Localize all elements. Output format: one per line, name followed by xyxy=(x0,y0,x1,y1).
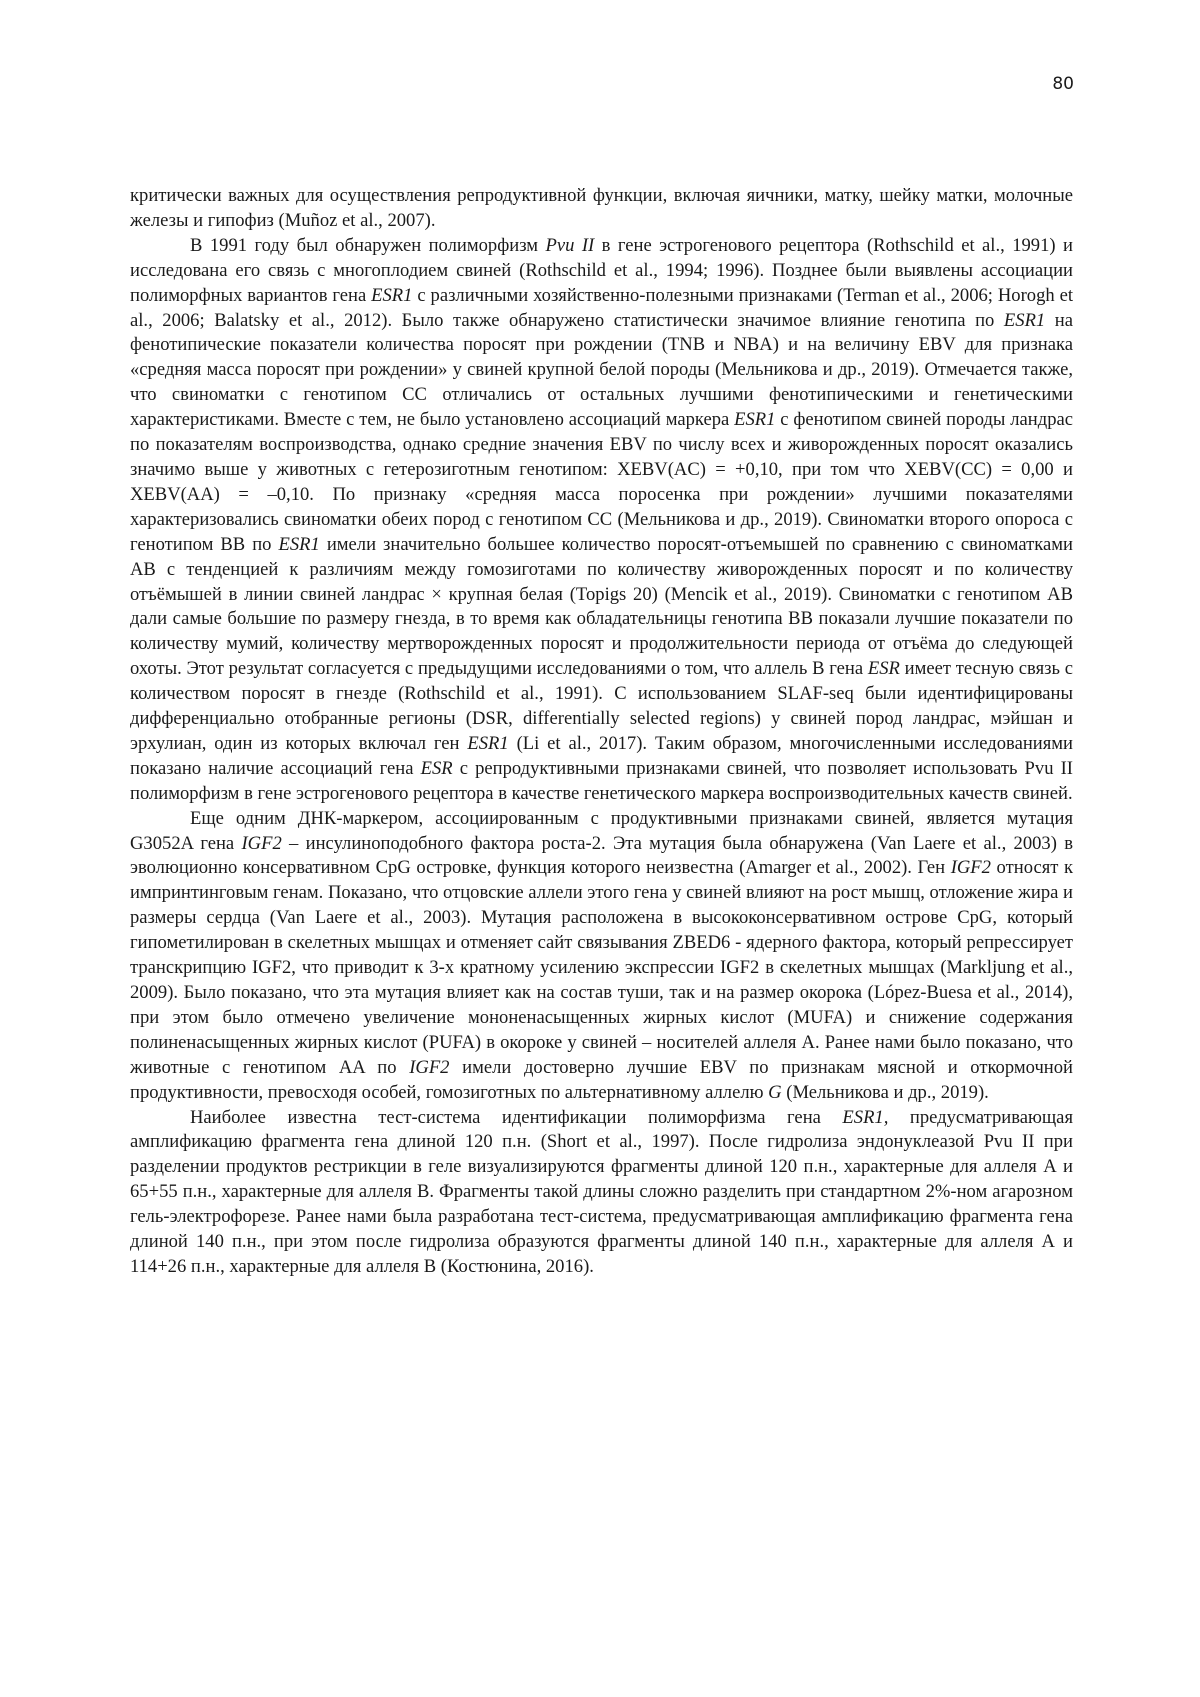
text-run: с фенотипом свиней породы ландрас по показателям воспроизводства, однако средние значения EBV по числу всех и живорожденных поросят оказались значимо выше у животных с гетерозиготным генотипом: XEBV(AC) = +0,10, при том что XEBV(CC) = 0,00 и XEBV(AA) = –0,10. По признаку «средняя масса поросенка при рождении» лучшими показателями характеризовались свиноматки обеих пород с генотипом СС (Мельникова и др., 2019). Свиноматки второго опороса с генотипом BB по xyxy=(130,409,1073,555)
paragraph xyxy=(130,234,1073,807)
italic-term: ESR1, xyxy=(842,1106,889,1128)
italic-term: ESR xyxy=(420,757,453,779)
paragraph xyxy=(130,1106,1073,1280)
paragraph xyxy=(130,184,1073,234)
italic-term: ESR1 xyxy=(371,284,413,306)
text-run: (Li et al., 2017). Таким образом, многочисленными исследованиями показано наличие ассоциаций гена xyxy=(130,732,1073,779)
page-number: 80 xyxy=(1052,74,1074,94)
text-run: имели значительно большее количество поросят-отъемышей по сравнению с свиноматками AB с тенденцией к различиям между гомозиготами по количеству живорожденных поросят и по количеству отъёмышей в линии свиней ландрас × крупная белая (Topigs 20) (Mencik et al., 2019). Свиноматки с генотипом AB дали самые большие по размеру гнезда, в то время как обладательницы генотипа BB показали лучшие показатели по количеству мумий, количеству мертворожденных поросят и продолжительности периода от отъёма до следующей охоты. Этот результат согласуется с предыдущими исследованиями о том, что аллель B гена xyxy=(130,533,1073,680)
text-run: – инсулиноподобного фактора роста-2. Эта мутация была обнаружена (Van Laere et al., 2003) в эволюционно консервативном CpG островке, функция которого неизвестна (Amarger et al., 2002). Ген xyxy=(130,832,1073,879)
text-run: предусматривающая амплификацию фрагмента гена длиной 120 п.н. (Short et al., 1997). После гидролиза эндонуклеазой Pvu II при разделении продуктов рестрикции в геле визуализируются фрагменты длиной 120 п.н., характерные для аллеля А и 65+55 п.н., характерные для аллеля В. Фрагменты такой длины сложно разделить при стандартном 2%-ном агарозном гель-электрофорезе. Ранее нами была разработана тест-система, предусматривающая амплификацию фрагмента гена длиной 140 п.н., при этом после гидролиза образуются фрагменты длиной 140 п.н., характерные для аллеля А и 114+26 п.н., характерные для аллеля В (Костюнина, 2016). xyxy=(130,1106,1073,1277)
italic-term: IGF2 xyxy=(950,857,991,879)
text-run: с различными хозяйственно-полезными признаками (Terman et al., 2006; Horogh et al., 2006; Balatsky et al., 2012). Было также обнаружено статистически значимое влияние генотипа по xyxy=(130,284,1074,331)
text-run: относят к импринтинговым генам. Показано, что отцовские аллели этого гена у свиней влияют на рост мышц, отложение жира и размеры сердца (Van Laere et al., 2003). Мутация расположена в высококонсервативном острове CpG, который гипометилирован в скелетных мышцах и отменяет сайт связывания ZBED6 - ядерного фактора, который репрессирует транскрипцию IGF2, что приводит к 3-х кратному усилению экспрессии IGF2 в скелетных мышцах (Markljung et al., 2009). Было показано, что эта мутация влияет как на состав туши, так и на размер окорока (López-Buesa et al., 2014), при этом было отмечено увеличение мононенасыщенных жирных кислот (MUFA) и снижение содержания полиненасыщенных жирных кислот (PUFA) в окороке у свиней – носителей аллеля А. Ранее нами было показано, что животные с генотипом AA по xyxy=(130,857,1074,1078)
body-text xyxy=(130,184,1073,1280)
text-run: имели достоверно лучшие EBV по признакам мясной и откормочной продуктивности, превосходя особей, гомозиготных по альтернативному аллелю xyxy=(130,1056,1073,1103)
italic-term: ESR xyxy=(867,658,900,680)
text-run: в гене эстрогенового рецептора (Rothschild et al., 1991) и исследована его связь с многоплодием свиней (Rothschild et al., 1994; 1996). Позднее были выявлены ассоциации полиморфных вариантов гена xyxy=(130,234,1073,306)
italic-term: ESR1 xyxy=(734,409,776,431)
text-run: В 1991 году был обнаружен полиморфизм xyxy=(190,234,546,256)
text-run: на фенотипические показатели количества поросят при рождении (TNB и NBA) и на величину EBV для признака «средняя масса поросят при рождении» у свиней крупной белой породы (Мельникова и др., 2019). Отмечается также, что свиноматки с генотипом CC отличались от остальных лучшими фенотипическими и генетическими характеристиками. Вместе с тем, не было установлено ассоциаций маркера xyxy=(130,309,1073,431)
text-run: имеет тесную связь с количеством поросят в гнезде (Rothschild et al., 1991). С использованием SLAF-seq были идентифицированы дифференциально отобранные регионы (DSR, differentially selected regions) у свиней пород ландрас, мэйшан и эрхулиан, один из которых включал ген xyxy=(130,658,1073,754)
italic-term: ESR1 xyxy=(278,533,320,555)
paragraph xyxy=(130,807,1073,1106)
text-run: Наиболее известна тест-система идентификации полиморфизма гена xyxy=(190,1106,843,1128)
italic-term: ESR1 xyxy=(1003,309,1046,331)
text-run: (Мельникова и др., 2019). xyxy=(781,1081,989,1103)
text-run: критически важных для осуществления репродуктивной функции, включая яичники, матку, шейку матки, молочные железы и гипофиз (Muñoz et al., 2007). xyxy=(130,185,1073,231)
italic-term: IGF2 xyxy=(241,832,282,854)
text-run: Еще одним ДНК-маркером, ассоциированным с продуктивными признаками свиней, является мутация G3052A гена xyxy=(130,807,1073,854)
italic-term: IGF2 xyxy=(409,1056,450,1078)
italic-term: G xyxy=(768,1081,782,1103)
italic-term: Pvu II xyxy=(545,234,595,256)
italic-term: ESR1 xyxy=(467,732,509,754)
text-run: с репродуктивными признаками свиней, что позволяет использовать Pvu II полиморфизм в гене эстрогенового рецептора в качестве генетического маркера воспроизводительных качеств свиней. xyxy=(130,757,1073,804)
